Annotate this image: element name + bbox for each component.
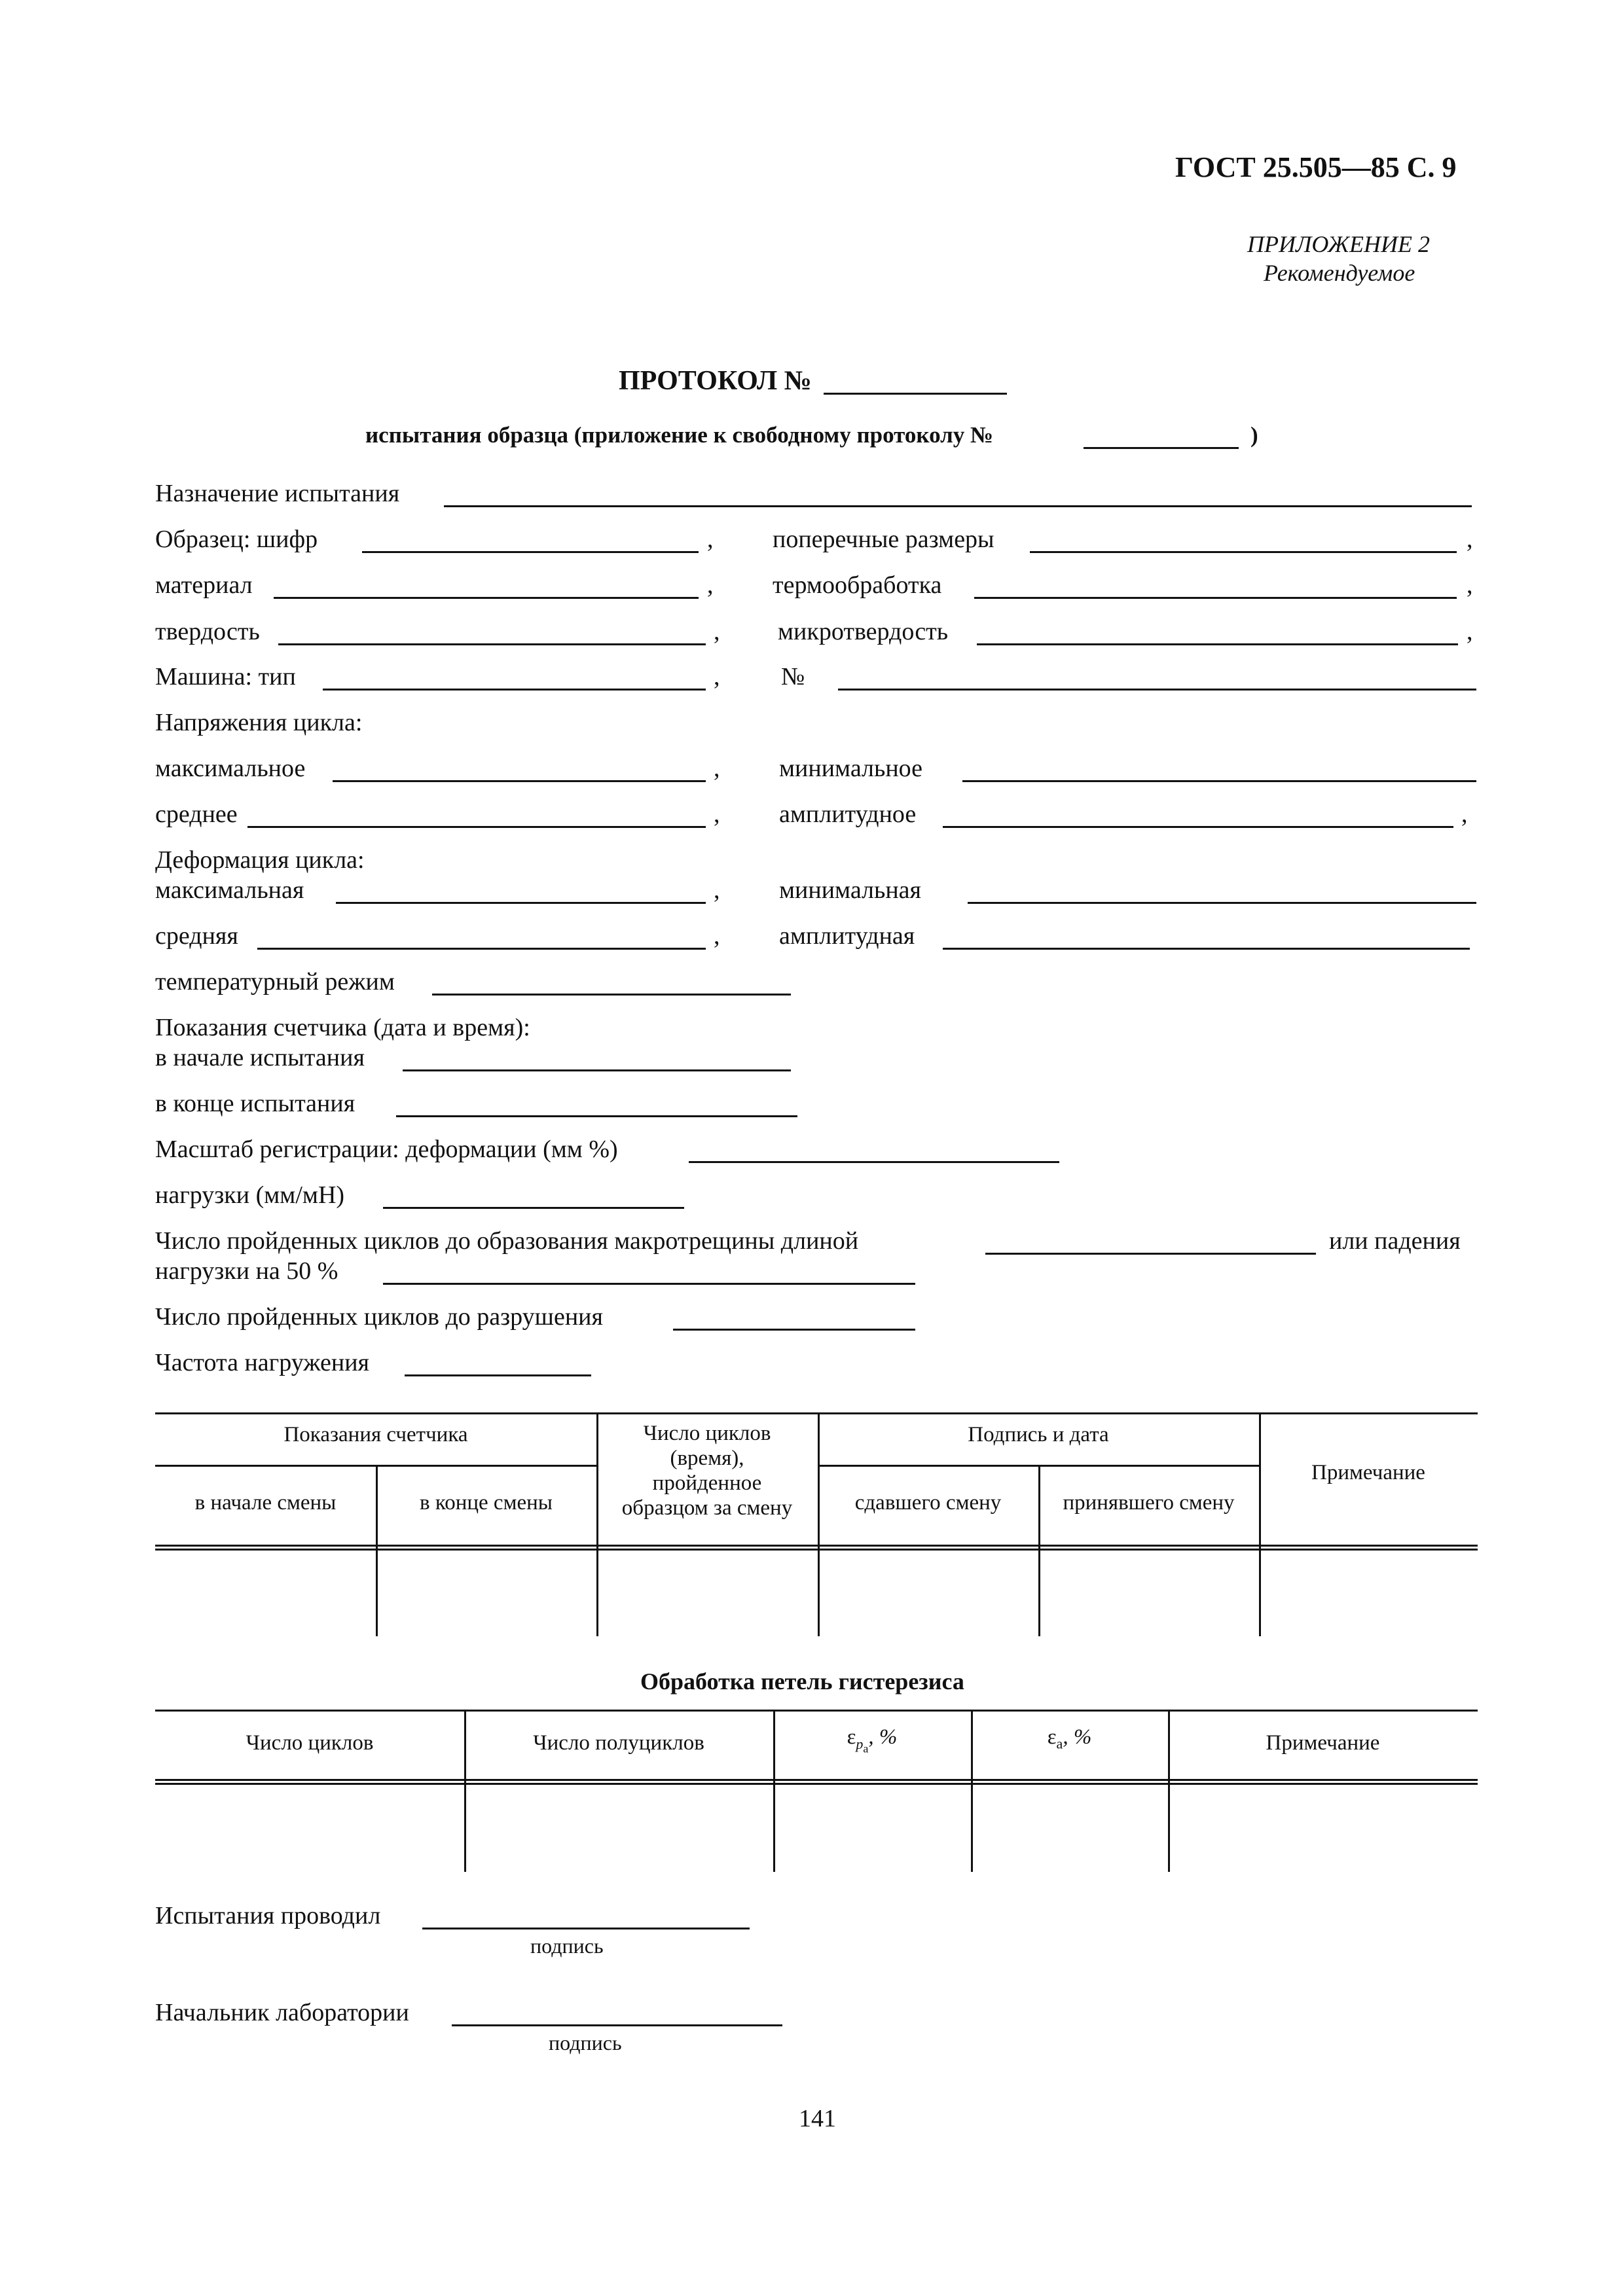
at-end-label: в конце испытания [155, 1090, 356, 1117]
th-shift-end: в конце смены [420, 1491, 553, 1515]
load-freq-label: Частота нагружения [155, 1349, 370, 1376]
hardness-blank[interactable] [278, 643, 706, 645]
at-start-label: в начале испытания [155, 1044, 365, 1071]
hysteresis-title: Обработка петель гистерезиса [640, 1668, 964, 1695]
th-cycles-count: Число циклов [246, 1731, 374, 1755]
appendix-status: Рекомендуемое [1264, 260, 1415, 286]
sample-code-blank[interactable] [362, 551, 699, 553]
purpose-label: Назначение испытания [155, 480, 400, 507]
max-strain-blank[interactable] [336, 902, 706, 904]
sample-code-label: Образец: шифр [155, 526, 318, 553]
heat-treatment-blank[interactable] [974, 597, 1457, 599]
cycles-failure-label: Число пройденных циклов до разрушения [155, 1303, 603, 1331]
amp-stress-label: амплитудное [779, 800, 917, 828]
scale-load-label: нагрузки (мм/мН) [155, 1181, 345, 1209]
protocol-subtitle-end: ) [1250, 422, 1258, 448]
th-eps-a: $\varepsilon_a$, % [1047, 1725, 1092, 1752]
amp-stress-blank[interactable] [943, 826, 1453, 828]
cycle-strain-label: Деформация цикла: [155, 846, 365, 874]
tested-by-label: Испытания проводил [155, 1902, 381, 1929]
cross-sizes-blank[interactable] [1030, 551, 1457, 553]
th-took-over: принявшего смену [1063, 1491, 1235, 1515]
cycles-failure-blank[interactable] [673, 1329, 915, 1331]
th-handed-over: сдавшего смену [854, 1491, 1002, 1515]
temp-mode-blank[interactable] [432, 994, 791, 996]
microhardness-blank[interactable] [977, 643, 1458, 645]
protocol-title: ПРОТОКОЛ № [619, 366, 812, 396]
document-reference: ГОСТ 25.505—85 С. 9 [1175, 151, 1457, 183]
machine-type-label: Машина: тип [155, 663, 296, 691]
max-stress-blank[interactable] [333, 780, 706, 782]
at-end-blank[interactable] [396, 1115, 797, 1117]
mean-strain-label: средняя [155, 922, 238, 950]
material-blank[interactable] [274, 597, 699, 599]
at-start-blank[interactable] [403, 1069, 791, 1071]
load-drop-blank[interactable] [383, 1283, 915, 1285]
cycles-crack-label-end: или падения [1329, 1227, 1461, 1255]
load-freq-blank[interactable] [405, 1374, 591, 1376]
cycle-stress-label: Напряжения цикла: [155, 709, 363, 736]
th-counter-readings: Показания счетчика [283, 1423, 468, 1446]
cross-sizes-label: поперечные размеры [773, 526, 994, 553]
th-hysteresis-note: Примечание [1266, 1731, 1380, 1755]
machine-number-blank[interactable] [838, 689, 1476, 691]
th-cycles: Число циклов (время), пройденное образцом за смену [621, 1422, 793, 1520]
th-eps-p: $\varepsilon_{p_a}$, % [847, 1725, 898, 1755]
th-half-cycles: Число полуциклов [533, 1731, 704, 1755]
min-strain-label: минимальная [779, 876, 922, 904]
lab-head-label: Начальник лаборатории [155, 1999, 409, 2026]
th-note: Примечание [1311, 1461, 1425, 1484]
material-label: материал [155, 571, 253, 599]
load-drop-label: нагрузки на 50 % [155, 1257, 338, 1285]
min-stress-blank[interactable] [962, 780, 1476, 782]
counter-readings-label: Показания счетчика (дата и время): [155, 1014, 530, 1041]
scale-strain-label: Масштаб регистрации: деформации (мм %) [155, 1136, 618, 1163]
max-stress-label: максимальное [155, 755, 306, 782]
crack-length-blank[interactable] [985, 1253, 1316, 1255]
amp-strain-blank[interactable] [943, 948, 1470, 950]
th-shift-start: в начале смены [194, 1491, 337, 1515]
lab-head-signature-blank[interactable] [452, 2024, 782, 2026]
hardness-label: твердость [155, 618, 260, 645]
lab-head-caption: подпись [549, 2031, 622, 2054]
scale-load-blank[interactable] [383, 1207, 684, 1209]
heat-treatment-label: термообработка [773, 571, 942, 599]
appendix-label: ПРИЛОЖЕНИЕ 2 [1247, 231, 1430, 257]
mean-strain-blank[interactable] [257, 948, 706, 950]
free-protocol-number-blank[interactable] [1084, 447, 1239, 449]
purpose-blank[interactable] [444, 505, 1472, 507]
temp-mode-label: температурный режим [155, 968, 395, 996]
scale-strain-blank[interactable] [689, 1161, 1059, 1163]
max-strain-label: максимальная [155, 876, 304, 904]
tested-by-signature-blank[interactable] [422, 1928, 750, 1929]
min-strain-blank[interactable] [968, 902, 1476, 904]
machine-type-blank[interactable] [323, 689, 706, 691]
protocol-number-blank[interactable] [824, 393, 1007, 395]
machine-number-label: № [781, 663, 805, 691]
protocol-subtitle: испытания образца (приложение к свободному протоколу № [365, 422, 994, 448]
mean-stress-label: среднее [155, 800, 238, 828]
min-stress-label: минимальное [779, 755, 923, 782]
mean-stress-blank[interactable] [247, 826, 706, 828]
microhardness-label: микротвердость [778, 618, 949, 645]
cycles-crack-label: Число пройденных циклов до образования макротрещины длиной [155, 1227, 859, 1255]
amp-strain-label: амплитудная [779, 922, 915, 950]
page-number: 141 [799, 2105, 836, 2132]
tested-by-caption: подпись [530, 1934, 604, 1958]
th-signature-date: Подпись и дата [968, 1423, 1109, 1446]
